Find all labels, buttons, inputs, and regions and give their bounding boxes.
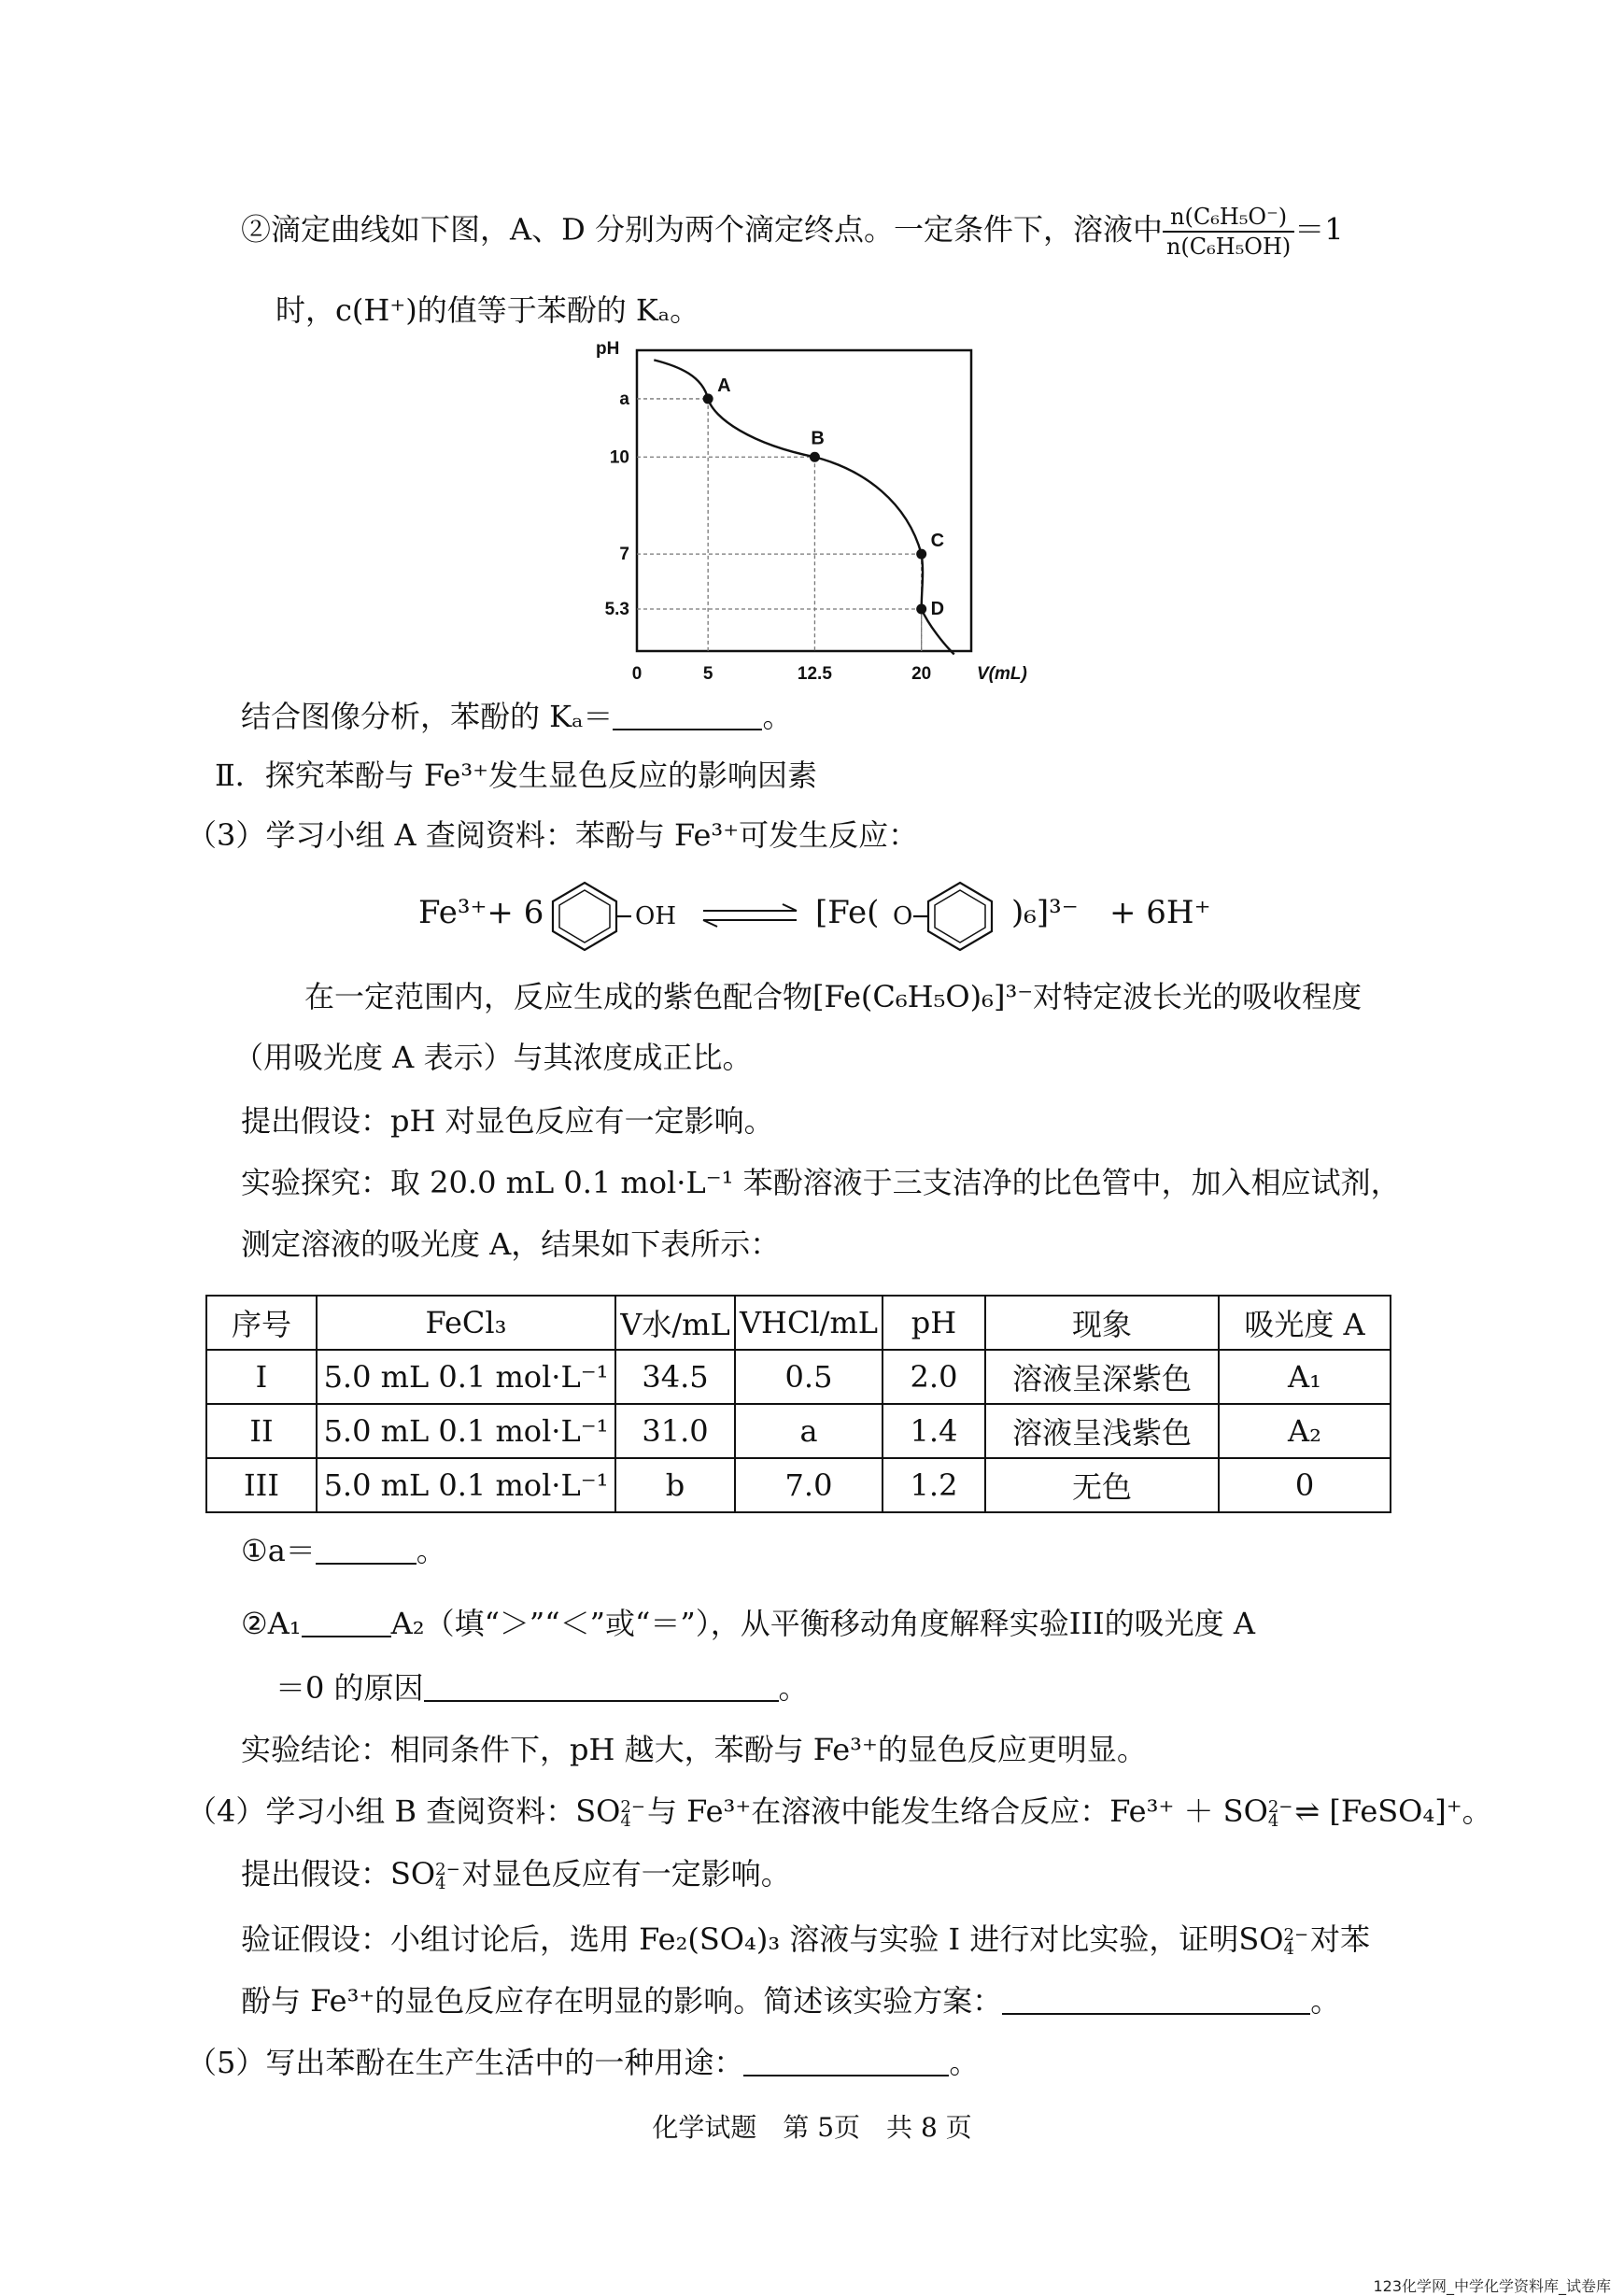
q3-question-b-line2-end: 。 [778,1670,809,1706]
q4-line2-a: 提出假设：SO [241,1856,436,1892]
y-tick-label: 10 [609,447,629,468]
col-header: V水/mL [615,1296,735,1350]
ion-sub: 4 [1267,1810,1279,1831]
point-label-B: B [811,428,825,449]
q4-line1-a: （4）学习小组 B 查阅资料：SO [187,1793,621,1829]
x-axis-label: V(mL) [977,664,1027,684]
q4-line4-end: 。 [1310,1983,1341,2019]
ka-question-end: 。 [762,699,793,734]
data-point-A [703,393,713,404]
a-answer-blank[interactable] [316,1535,417,1565]
titration-curve [654,360,953,654]
eq-h-plus: + 6H⁺ [1109,894,1211,931]
equilibrium-arrow-icon [699,901,801,929]
benzene-ring-icon [538,873,631,957]
table-cell: 0 [1219,1458,1391,1512]
ka-question [241,696,792,737]
q4-line1 [187,1791,1492,1832]
table-cell: A₁ [1219,1350,1391,1404]
q3-para1: 在一定范围内，反应生成的紫色配合物[Fe(C₆H₅O)₆]³⁻对特定波长光的吸收程度 [304,979,1363,1014]
table-row [206,1458,1391,1512]
q3-question-a-end: 。 [416,1533,446,1568]
eq-bracket-close: )₆]³⁻ [1011,894,1079,931]
point-label-C: C [930,531,945,552]
eq-fe-bracket-open: [Fe( [815,894,880,931]
sulfate-ion-sup-sub [435,1859,460,1893]
plan-answer-blank[interactable] [1002,1985,1310,2015]
ion-sup: 2− [435,1859,460,1879]
q3-exp2: 测定溶液的吸光度 A，结果如下表所示： [241,1226,781,1262]
table-cell: II [206,1404,317,1458]
compare-answer-blank[interactable] [302,1608,391,1637]
table-cell: 34.5 [615,1350,735,1404]
q3-question-b-text: A₂（填“＞”“＜”或“＝”），从平衡移动角度解释实验III的吸光度 A [390,1606,1255,1641]
data-point-C [916,549,926,560]
table-cell: 1.4 [883,1404,985,1458]
table-header-row [206,1296,1391,1350]
section-2-heading: Ⅱ．探究苯酚与 Fe³⁺发生显色反应的影响因素 [215,758,818,793]
fraction-equals-one: ＝1 [1294,211,1344,248]
table-cell: A₂ [1219,1404,1391,1458]
table-cell: III [206,1458,317,1512]
q3-hypothesis: 提出假设：pH 对显色反应有一定影响。 [241,1103,774,1139]
y-axis-label: pH [596,339,620,359]
x-tick-label: 5 [702,664,713,684]
table-row [206,1404,1391,1458]
q3-question-b-line2 [275,1667,809,1708]
y-tick-label: 5.3 [604,599,629,619]
ion-sub: 4 [620,1810,631,1831]
q5-line [187,2042,979,2083]
q3-question-b-a1: ②A₁ [241,1606,302,1641]
mole-ratio-fraction [1163,203,1294,261]
table-cell: 1.2 [883,1458,985,1512]
x-tick-label: 12.5 [797,664,832,684]
table-cell: 5.0 mL 0.1 mol·L⁻¹ [317,1350,615,1404]
q3-question-b-line1 [241,1603,1255,1644]
sulfate-ion-sup-sub [1267,1796,1293,1831]
sulfate-ion-sup-sub [620,1796,645,1831]
sulfate-ion-sup-sub [1283,1924,1309,1959]
col-header: pH [883,1296,985,1350]
ion-sub: 4 [1283,1938,1294,1959]
fraction-numerator: n(C₆H₅O⁻) [1163,203,1294,233]
ion-sup: 2− [620,1796,645,1817]
q4-line2-b: 对显色反应有一定影响。 [461,1856,791,1892]
ion-sub: 4 [435,1873,446,1893]
col-header: 现象 [985,1296,1219,1350]
q4-line1-c: ⇌ [FeSO₄]⁺。 [1294,1793,1492,1829]
ka-question-text: 结合图像分析，苯酚的 Kₐ＝ [241,699,614,734]
col-header: 序号 [206,1296,317,1350]
q4-line4-text: 酚与 Fe³⁺的显色反应存在明显的影响。简述该实验方案： [241,1983,1003,2019]
eq-oh-group: OH [635,902,676,930]
y-tick-label: a [619,389,629,409]
x-tick-label: 20 [911,664,932,684]
use-answer-blank[interactable] [743,2047,949,2076]
phenoxide-ring-icon [913,873,1007,957]
q2-line2: 时，c(H⁺)的值等于苯酚的 Kₐ。 [275,292,700,328]
q4-line1-b: 与 Fe³⁺在溶液中能发生络合反应：Fe³⁺ ＋ SO [646,1793,1268,1829]
q3-para2: （用吸光度 A 表示）与其浓度成正比。 [233,1040,753,1075]
table-cell: I [206,1350,317,1404]
data-point-D [916,603,926,614]
table-cell: 5.0 mL 0.1 mol·L⁻¹ [317,1458,615,1512]
x-tick-label: 0 [631,664,643,684]
reaction-equation [418,873,1222,957]
col-header: VHCl/mL [735,1296,883,1350]
q4-line2 [241,1853,791,1894]
table-row [206,1350,1391,1404]
ion-sup: 2− [1283,1924,1309,1945]
results-table [205,1295,1391,1513]
table-cell: 5.0 mL 0.1 mol·L⁻¹ [317,1404,615,1458]
table-cell: a [735,1404,883,1458]
eq-o-atom: O [893,902,913,930]
table-cell: 溶液呈浅紫色 [985,1404,1219,1458]
q2-line1 [241,203,1344,261]
point-label-A: A [717,375,731,396]
q4-line3 [241,1919,1370,1960]
table-cell: 31.0 [615,1404,735,1458]
eq-fe-six: Fe³⁺+ 6 [418,894,544,931]
q4-line3-b: 对苯 [1310,1921,1371,1957]
q5-end: 。 [949,2045,980,2080]
q3-conclusion: 实验结论：相同条件下，pH 越大，苯酚与 Fe³⁺的显色反应更明显。 [241,1732,1147,1767]
ka-answer-blank[interactable] [613,701,762,730]
q3-question-a-text: ①a＝ [241,1533,316,1568]
table-cell: b [615,1458,735,1512]
page-footer: 化学试题 第 5页 共 8 页 [652,2112,972,2143]
q4-line3-a: 验证假设：小组讨论后，选用 Fe₂(SO₄)₃ 溶液与实验 I 进行对比实验，证明SO [241,1921,1284,1957]
y-tick-label: 7 [619,545,629,565]
col-header: 吸光度 A [1219,1296,1391,1350]
q4-line4 [241,1980,1340,2021]
q3-question-a [241,1530,446,1571]
fraction-denominator: n(C₆H₅OH) [1165,234,1292,260]
data-point-B [810,452,820,462]
titration-chart [588,332,1027,687]
point-label-D: D [930,598,945,619]
reason-answer-blank[interactable] [424,1672,779,1702]
table-cell: 溶液呈深紫色 [985,1350,1219,1404]
q3-exp1: 实验探究：取 20.0 mL 0.1 mol·L⁻¹ 苯酚溶液于三支洁净的比色管中，加入相应试剂， [241,1165,1401,1200]
q5-text: （5）写出苯酚在生产生活中的一种用途： [187,2045,744,2080]
ion-sup: 2− [1267,1796,1293,1817]
table-cell: 7.0 [735,1458,883,1512]
q2-line1-text: ②滴定曲线如下图，A、D 分别为两个滴定终点。一定条件下，溶液中 [241,211,1163,248]
q3-intro: （3）学习小组 A 查阅资料：苯酚与 Fe³⁺可发生反应： [187,817,919,853]
table-cell: 2.0 [883,1350,985,1404]
table-cell: 0.5 [735,1350,883,1404]
watermark: 123化学网_中学化学资料库_试卷库 [1373,2277,1611,2295]
q3-question-b-line2-text: ＝0 的原因 [275,1670,424,1706]
col-header: FeCl₃ [317,1296,615,1350]
table-cell: 无色 [985,1458,1219,1512]
